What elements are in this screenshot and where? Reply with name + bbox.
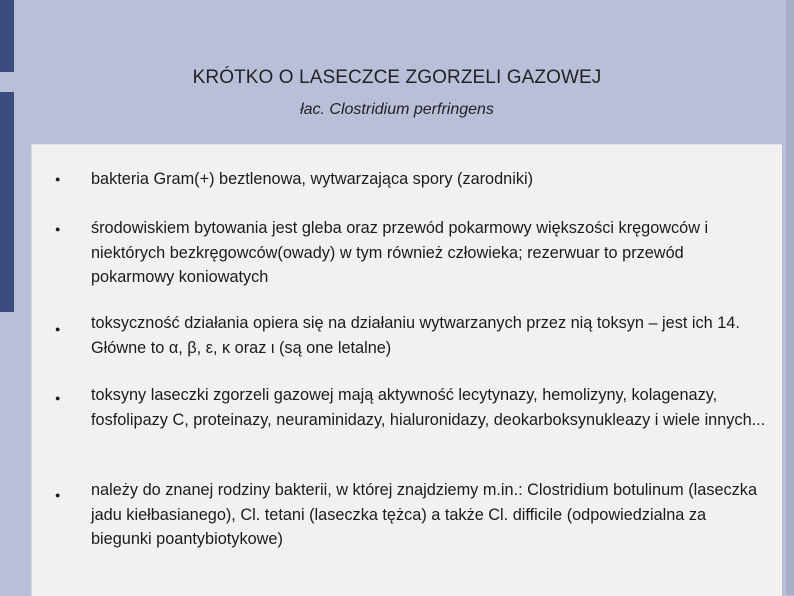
- right-edge-bar: [786, 0, 794, 595]
- slide-title: KRÓTKO O LASECZCE ZGORZELI GAZOWEJ: [192, 67, 602, 88]
- bullet-icon: ●: [55, 490, 61, 500]
- list-item: bakteria Gram(+) beztlenowa, wytwarzająca spory (zarodniki): [91, 170, 534, 188]
- left-accent-bar-top: [0, 0, 14, 72]
- left-accent-bar-middle: [0, 92, 14, 312]
- list-item: środowiskiem bytowania jest gleba oraz przewód pokarmowy większości kręgowców i niektórych bezkręgowców(owady) w tym również człowieka; rezerwuar to przewód pokarmowy koniowatych: [91, 219, 709, 286]
- slide-subtitle: łac. Clostridium perfringens: [300, 101, 494, 118]
- list-item: toksyczność działania opiera się na działaniu wytwarzanych przez nią toksyn – jest ich 14. Główne to α, β, ε, κ oraz ι (są one letalne): [91, 314, 740, 357]
- list-item: należy do znanej rodziny bakterii, w której znajdziemy m.in.: Clostridium botulinum (laseczka jadu kiełbasianego), Cl. tetani (laseczka tężca) a także Cl. difficile (odpowiedzialna za biegunki poantybiotykowe): [91, 481, 757, 548]
- content-box: [31, 144, 782, 596]
- bullet-icon: ●: [55, 324, 61, 334]
- bullet-icon: ●: [55, 174, 61, 184]
- bullet-icon: ●: [55, 393, 61, 403]
- list-item: toksyny laseczki zgorzeli gazowej mają aktywność lecytynazy, hemolizyny, kolagenazy, fosfolipazy C, proteinazy, neuraminidazy, hialuronidazy, deokarboksynukleazy i wiele innych...: [91, 386, 766, 429]
- bullet-icon: ●: [55, 224, 61, 234]
